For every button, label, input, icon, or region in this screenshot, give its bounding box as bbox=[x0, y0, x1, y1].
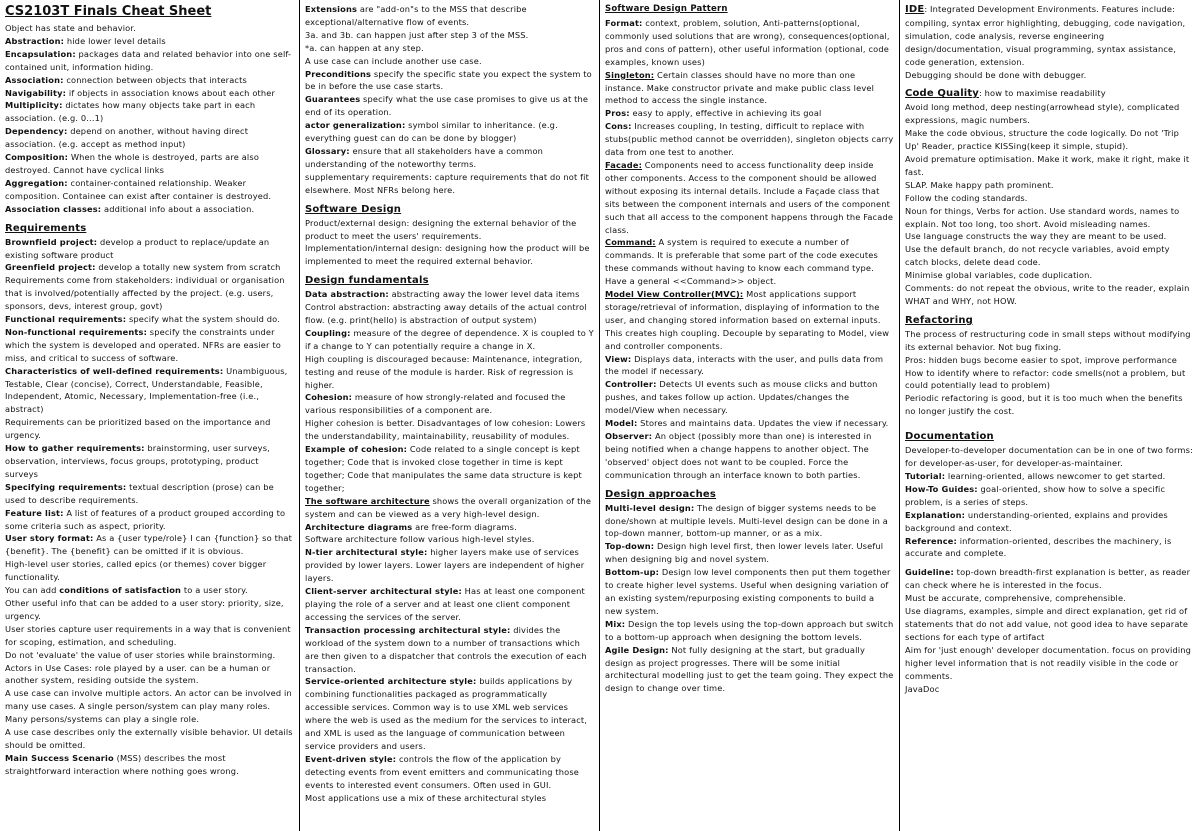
term: Transaction processing architectural style: bbox=[305, 624, 511, 635]
definition-text: shows the overall organization of the system and can be viewed as a very high-level design. bbox=[305, 495, 592, 519]
term: Mix: bbox=[605, 618, 626, 629]
definition-text: : how to maximise readability bbox=[978, 88, 1106, 99]
column-1 bbox=[0, 0, 300, 831]
definition bbox=[305, 391, 594, 417]
term: How-To Guides: bbox=[905, 483, 978, 494]
definition bbox=[305, 68, 594, 94]
term: Dependency: bbox=[5, 126, 68, 137]
definition-text: measure of the degree of dependence. X is coupled to Y if a change to Y can potentially require a change in X. bbox=[305, 327, 594, 351]
definition bbox=[305, 495, 594, 521]
definition bbox=[605, 69, 894, 108]
definition bbox=[605, 566, 894, 618]
section-heading-software-design: Software Design bbox=[305, 203, 402, 215]
term: N-tier architectural style: bbox=[305, 547, 428, 558]
text: Follow the coding standards. bbox=[905, 192, 1028, 203]
definition bbox=[5, 313, 294, 326]
definition bbox=[5, 87, 294, 100]
text: Minimise global variables, code duplication. bbox=[905, 270, 1093, 281]
definition bbox=[905, 535, 1195, 561]
definition-text: specify what the system should do. bbox=[126, 314, 280, 325]
definition-text: Stores and maintains data. Updates the view if necessary. bbox=[637, 418, 889, 429]
term: Controller: bbox=[605, 379, 657, 390]
term: Abstraction: bbox=[5, 35, 65, 46]
definition bbox=[605, 236, 894, 288]
definition-text: develop a totally new system from scratch bbox=[95, 262, 281, 273]
text: Requirements can be prioritized based on the importance and urgency. bbox=[5, 417, 271, 441]
text: Requirements come from stakeholders: individual or organisation that is involved/potentially affected by the project. (e.g. users, sponsors, devs, interest group, govt) bbox=[5, 275, 285, 312]
term: IDE bbox=[905, 4, 925, 15]
definition bbox=[605, 378, 894, 417]
definition bbox=[605, 159, 894, 236]
definition-text: higher layers make use of services provided by lower layers. Lower layers are independent of higher layers. bbox=[305, 547, 585, 584]
definition-text: When the whole is destroyed, parts are also destroyed. Cannot have cyclical links bbox=[5, 152, 260, 175]
term: Greenfield project: bbox=[5, 262, 96, 273]
term: Guideline: bbox=[905, 567, 954, 578]
column-3 bbox=[600, 0, 900, 831]
definition-text: depend on another, without having direct association. (e.g. accept as method input) bbox=[5, 126, 249, 150]
term: Non-functional requirements: bbox=[5, 326, 148, 337]
term: Coupling: bbox=[305, 327, 351, 338]
text: Avoid long method, deep nesting(arrowhead style), complicated expressions, magic numbers. bbox=[905, 102, 1180, 126]
term: Aggregation: bbox=[5, 177, 68, 188]
definition-text: additional info about a association. bbox=[101, 203, 255, 214]
definition-text: Has at least one component playing the role of a server and at least one client component accessing the services of the server. bbox=[305, 586, 585, 622]
definition-text: are free-form diagrams. bbox=[412, 521, 517, 532]
term: Cons: bbox=[605, 121, 632, 132]
column-2 bbox=[300, 0, 600, 831]
definition-text: ensure that all stakeholders have a common understanding of the noteworthy terms. bbox=[305, 145, 544, 169]
section-heading-design-fundamentals: Design fundamentals bbox=[305, 275, 429, 287]
definition bbox=[305, 119, 594, 145]
definition bbox=[305, 624, 594, 676]
term: Extensions bbox=[305, 4, 358, 14]
term: Model View Controller(MVC): bbox=[605, 289, 744, 300]
definition-text: information-oriented, describes the machinery, is accurate and complete. bbox=[905, 535, 1172, 559]
definition bbox=[5, 507, 294, 533]
text: Actors in Use Cases: role played by a user. can be a human or another system, residing outside the system. bbox=[5, 662, 271, 686]
text: Do not 'evaluate' the value of user stories while brainstorming. bbox=[5, 649, 276, 660]
term: Glossary: bbox=[305, 145, 350, 156]
term: Agile Design: bbox=[605, 644, 669, 655]
definition bbox=[305, 753, 594, 792]
definition-text: Unambiguous, Testable, Clear (concise), Correct, Understandable, Feasible, Independent, Atomic, Necessary, Implementation-free (i.e., abstract) bbox=[5, 365, 288, 415]
definition bbox=[5, 48, 294, 74]
section-heading-requirements: Requirements bbox=[5, 222, 87, 234]
text: Control abstraction: abstracting away details of the actual control flow. (e.g. print(hello) is abstraction of output system) bbox=[305, 302, 587, 326]
definition-text: Not fully designing at the start, but gradually design as project progresses. There will be some initial architectural modelling just to get the team going. They expect the design to change over time. bbox=[605, 644, 894, 694]
term: actor generalization: bbox=[305, 120, 406, 131]
term: How to gather requirements: bbox=[5, 443, 145, 454]
definition bbox=[5, 203, 294, 216]
term: Specifying requirements: bbox=[5, 481, 127, 492]
definition-text: Code related to a single concept is kept together; Code that is invoked close together in time is kept together; Code that manipulates the same data structure is kept together; bbox=[305, 444, 582, 493]
definition-text: dictates how many objects take part in each association. (e.g. 0...1) bbox=[5, 100, 256, 124]
text: User stories capture user requirements in a way that is convenient for scoping, estimation, and scheduling. bbox=[5, 623, 291, 647]
definition-text: Components need to access functionality deep inside other components. Access to the component should be allowed without exposing its internal details. Include a Façade class that sits between the component internals and users of the component such that all access to the component happens through the Facade class. bbox=[605, 159, 894, 235]
term: Multi-level design: bbox=[605, 502, 695, 513]
definition-text: abstracting away the lower level data items bbox=[388, 289, 580, 300]
definition-text: goal-oriented, show how to solve a specific problem, is a series of steps. bbox=[905, 483, 1166, 507]
definition bbox=[605, 120, 894, 159]
definition bbox=[5, 326, 294, 365]
section-heading-documentation: Documentation bbox=[905, 431, 994, 443]
term: Feature list: bbox=[5, 507, 64, 518]
term: Encapsulation: bbox=[5, 48, 76, 59]
definition bbox=[5, 151, 294, 177]
definition-text: easy to apply, effective in achieving its goal bbox=[629, 108, 822, 119]
text: Use diagrams, examples, simple and direct explanation, get rid of statements that do not add value, not good idea to have separate sections for each type of artifact bbox=[905, 606, 1189, 642]
term: Main Success Scenario bbox=[5, 752, 114, 763]
term: Association classes: bbox=[5, 203, 102, 214]
definition bbox=[605, 107, 894, 120]
definition bbox=[905, 509, 1195, 535]
definition-text: An object (possibly more than one) is interested in being notified when a change happens to another object. The 'observed' object does not want to be coupled. Force the communication through an interface known to both parties. bbox=[605, 431, 872, 480]
text: Most applications use a mix of these architectural styles bbox=[305, 792, 547, 803]
definition-text: Design high level first, then lower levels later. Useful when designing big and novel system. bbox=[605, 541, 884, 565]
term: Characteristics of well-defined requirements: bbox=[5, 365, 224, 376]
definition-text: measure of how strongly-related and focused the various responsibilities of a component are. bbox=[305, 392, 566, 416]
definition bbox=[5, 99, 294, 125]
term: The software architecture bbox=[305, 495, 430, 506]
definition bbox=[5, 236, 294, 262]
text: Software architecture follow various high-level styles. bbox=[305, 534, 535, 545]
term: Tutorial: bbox=[905, 471, 946, 481]
text: How to identify where to refactor: code smells(not a problem, but could potentially lead to problem) bbox=[905, 367, 1186, 391]
definition bbox=[305, 145, 594, 171]
section-heading-design-pattern: Software Design Pattern bbox=[605, 4, 728, 14]
definition bbox=[5, 481, 294, 507]
term: Explanation: bbox=[905, 509, 966, 520]
term: Pros: bbox=[605, 108, 630, 119]
definition bbox=[605, 417, 894, 430]
text: Other useful info that can be added to a user story: priority, size, urgency. bbox=[5, 597, 284, 621]
definition-text: Increases coupling, In testing, difficult to replace with stubs(public method cannot be overridden), singleton objects carry data from one test to another. bbox=[605, 121, 894, 158]
text: Use language constructs the way they are meant to be used. bbox=[905, 231, 1167, 242]
term: Brownfield project: bbox=[5, 236, 98, 247]
term: Composition: bbox=[5, 152, 69, 163]
definition-text: Displays data, interacts with the user, and pulls data from the model if necessary. bbox=[605, 353, 884, 377]
term: Architecture diagrams bbox=[305, 521, 413, 532]
term: Multiplicity: bbox=[5, 100, 63, 111]
definition bbox=[5, 584, 294, 597]
term: Data abstraction: bbox=[305, 289, 389, 300]
text: Higher cohesion is better. Disadvantages of low cohesion: Lowers the understandability, maintainability, reusability of modules. bbox=[305, 418, 586, 442]
definition bbox=[5, 35, 294, 48]
text: *a. can happen at any step. bbox=[305, 42, 424, 53]
definition-text: learning-oriented, allows newcomer to get started. bbox=[945, 471, 1166, 481]
definition-text: brainstorming, user surveys, observation, interviews, focus groups, prototyping, product surveys bbox=[5, 443, 270, 479]
definition-text: understanding-oriented, explains and provides background and context. bbox=[905, 509, 1168, 533]
definition-text: A list of features of a product grouped according to some criteria such as aspect, priority. bbox=[5, 507, 286, 531]
text: Must be accurate, comprehensive, comprehensible. bbox=[905, 593, 1126, 604]
column-4 bbox=[900, 0, 1200, 831]
definition bbox=[5, 177, 294, 203]
term: Functional requirements: bbox=[5, 314, 127, 325]
definition bbox=[905, 470, 1195, 483]
term: Format: bbox=[605, 18, 643, 28]
definition bbox=[5, 752, 294, 778]
definition-text: develop a product to replace/update an existing software product bbox=[5, 236, 270, 260]
definition-text: symbol similar to inheritance. (e.g. everything guest can do can be done by blogger) bbox=[305, 120, 558, 144]
definition bbox=[305, 521, 594, 534]
definition-text: builds applications by combining functionalities packaged as programmatically accessible services. Common way is to use XML web services where the web is used as the medium for the services to interact, and XML is used as the language of communication between service providers and users. bbox=[305, 676, 588, 751]
definition bbox=[605, 540, 894, 566]
definition-text: packages data and related behavior into one self-contained unit, information hiding. bbox=[5, 48, 292, 72]
text: Avoid premature optimisation. Make it work, make it right, make it fast. bbox=[905, 153, 1190, 177]
term: Example of cohesion: bbox=[305, 444, 408, 455]
text: Make the code obvious, structure the code logically. Do not 'Trip Up' Reader, practice KISSing(keep it simple, stupid). bbox=[905, 128, 1179, 152]
definition-text: Design the top levels using the top-down approach but switch to a bottom-up approach when designing the bottom levels. bbox=[605, 618, 894, 642]
text: Aim for 'just enough' developer documentation. focus on providing higher level information that is not readily visible in the code or comments. bbox=[905, 644, 1192, 681]
definition bbox=[605, 353, 894, 379]
text: supplementary requirements: capture requirements that do not fit elsewhere. Most NFRs belong here. bbox=[305, 171, 589, 195]
text: High-level user stories, called epics (or themes) cover bigger functionality. bbox=[5, 559, 267, 583]
term: Event-driven style: bbox=[305, 753, 397, 764]
definition bbox=[605, 288, 894, 353]
term: Singleton: bbox=[605, 69, 655, 80]
definition-text: You can add bbox=[5, 585, 60, 596]
text: Noun for things, Verbs for action. Use standard words, names to explain. Not too long, too short. Avoid misleading names. bbox=[905, 205, 1180, 229]
definition-text: Detects UI events such as mouse clicks and button pushes, and takes follow up action. Updates/changes the model/View when necessary. bbox=[605, 379, 878, 416]
definition bbox=[5, 442, 294, 481]
definition bbox=[305, 93, 594, 119]
definition-text: container-contained relationship. Weaker composition. Containee can exist after container is destroyed. bbox=[5, 177, 272, 201]
term: Service-oriented architecture style: bbox=[305, 676, 477, 687]
definition bbox=[305, 327, 594, 353]
text: SLAP. Make happy path prominent. bbox=[905, 179, 1054, 190]
term: Cohesion: bbox=[305, 392, 353, 403]
definition bbox=[605, 644, 894, 696]
text: A use case can include another use case. bbox=[305, 55, 482, 66]
definition bbox=[605, 502, 894, 541]
definition-text: divides the workload of the system down to a number of transactions which are then given to a dispatcher that controls the execution of each transaction. bbox=[305, 624, 587, 674]
definition bbox=[305, 585, 594, 624]
definition bbox=[305, 675, 594, 752]
text: Implementation/internal design: designing how the product will be implemented to meet the required external behavior. bbox=[305, 243, 590, 267]
text: Periodic refactoring is good, but it is too much when the benefits no longer justify the cost. bbox=[905, 393, 1183, 417]
definition bbox=[5, 532, 294, 558]
page-title: CS2103T Finals Cheat Sheet bbox=[5, 4, 212, 19]
definition-text: context, problem, solution, Anti-patterns(optional, commonly used solutions that are wrong), consequences(optional, pros and cons of pattern), other useful information (optional, code examples, known uses) bbox=[605, 18, 890, 67]
text: Product/external design: designing the external behavior of the product to meet the users' requirements. bbox=[305, 217, 577, 241]
definition bbox=[905, 566, 1195, 592]
definition-text: to a user story. bbox=[181, 585, 248, 596]
definition-text: hide lower level details bbox=[64, 35, 166, 46]
definition bbox=[5, 125, 294, 151]
text: Comments: do not repeat the obvious, write to the reader, explain WHAT and WHY, not HOW. bbox=[905, 283, 1190, 306]
definition bbox=[5, 74, 294, 87]
term: Observer: bbox=[605, 431, 653, 441]
definition bbox=[5, 365, 294, 417]
section-heading-refactoring: Refactoring bbox=[905, 314, 973, 326]
definition-text: top-down breadth-first explanation is better, as reader can check where he is interested in the focus. bbox=[905, 567, 1191, 591]
term: Client-server architectural style: bbox=[305, 586, 462, 597]
term: View: bbox=[605, 353, 632, 364]
section-heading-design-approaches: Design approaches bbox=[605, 488, 717, 500]
text: Pros: hidden bugs become easier to spot, improve performance bbox=[905, 354, 1177, 365]
definition bbox=[305, 288, 594, 301]
definition-text: specify what the use case promises to give us at the end of its operation. bbox=[305, 94, 589, 118]
term: Bottom-up: bbox=[605, 567, 660, 578]
text: A use case can involve multiple actors. An actor can be involved in many use cases. A single person/system can play many roles. Many persons/systems can play a single role. bbox=[5, 688, 292, 725]
text: A use case describes only the externally visible behavior. UI details should be omitted. bbox=[5, 727, 293, 750]
term: Guarantees bbox=[305, 94, 361, 105]
text: JavaDoc bbox=[905, 683, 940, 694]
term: Preconditions bbox=[305, 68, 372, 79]
text: The process of restructuring code in small steps without modifying its external behavior. Not bug fixing. bbox=[905, 328, 1191, 352]
term: Navigability: bbox=[5, 87, 67, 98]
definition-text: As a {user type/role} I can {function} so that {benefit}. The {benefit} can be omitted if it is obvious. bbox=[5, 533, 292, 557]
term: Reference: bbox=[905, 535, 957, 546]
section-heading-code-quality: Code Quality bbox=[905, 88, 979, 100]
definition-text: The design of bigger systems needs to be done/shown at multiple levels. Multi-level design can be done in a top-down manner, bottom-up manner, or as a mix. bbox=[605, 502, 888, 539]
definition bbox=[605, 618, 894, 644]
definition bbox=[305, 3, 594, 29]
term: Facade: bbox=[605, 159, 643, 170]
definition bbox=[605, 430, 894, 482]
definition-text: A system is required to execute a number of commands. It is preferable that some part of the code executes these commands without having to know each command type. Have a general <<Command>> object. bbox=[605, 237, 878, 287]
definition bbox=[305, 546, 594, 585]
definition bbox=[605, 17, 894, 69]
definition-text: : Integrated Development Environments. Features include: compiling, syntax error highlighting, debugging, code navigation, simulation, code analysis, reverse engineering design/documentation, visual programming, syntax assistance, code generation, extension. bbox=[905, 4, 1186, 67]
definition bbox=[905, 3, 1195, 69]
definition-text: specify the constraints under which the system is developed and operated. NFRs are easier to miss, and critical to success of software. bbox=[5, 326, 281, 363]
term: Top-down: bbox=[605, 541, 655, 552]
text: Debugging should be done with debugger. bbox=[905, 69, 1087, 80]
definition-text: are "add-on"s to the MSS that describe exceptional/alternative flow of events. bbox=[305, 4, 527, 27]
term: Command: bbox=[605, 237, 656, 248]
text: Object has state and behavior. bbox=[5, 23, 136, 33]
definition bbox=[305, 443, 594, 495]
term: conditions of satisfaction bbox=[59, 585, 182, 596]
text: Use the default branch, do not recycle variables, avoid empty catch blocks, delete dead code. bbox=[905, 244, 1170, 268]
definition bbox=[905, 483, 1195, 509]
definition-text: Most applications support storage/retrieval of information, displaying of information to the user, and changing stored information based on external inputs. This creates high coupling. Decouple by separating to Model, view and controller components. bbox=[605, 289, 890, 351]
definition-text: specify the specific state you expect the system to be in before the use case starts. bbox=[305, 68, 592, 92]
text: High coupling is discouraged because: Maintenance, integration, testing and reuse of the module is harder. Risk of regression is higher. bbox=[305, 353, 583, 390]
definition-text: connection between objects that interacts bbox=[63, 74, 247, 85]
definition-text: Certain classes should have no more than one instance. Make constructor private and make public class level method to access the single instance. bbox=[605, 69, 875, 106]
definition-text: if objects in association knows about each other bbox=[66, 87, 276, 98]
definition-text: controls the flow of the application by detecting events from event emitters and communicating those events to interested event consumers. Often used in GUI. bbox=[305, 753, 580, 790]
definition-text: (MSS) describes the most straightforward interaction where nothing goes wrong. bbox=[5, 752, 239, 776]
text: Developer-to-developer documentation can be in one of two forms: for developer-as-user, for developer-as-maintainer. bbox=[905, 445, 1193, 469]
definition-text: textual description (prose) can be used to describe requirements. bbox=[5, 481, 274, 505]
term: Model: bbox=[605, 418, 638, 429]
definition bbox=[905, 87, 1195, 101]
definition bbox=[5, 261, 294, 274]
text: 3a. and 3b. can happen just after step 3 of the MSS. bbox=[305, 29, 529, 40]
term: Association: bbox=[5, 74, 64, 85]
term: User story format: bbox=[5, 533, 94, 544]
definition-text: Design low level components then put them together to create higher level systems. Useful when designing variation of an existing system/repurposing existing components to build a new system. bbox=[605, 567, 891, 616]
